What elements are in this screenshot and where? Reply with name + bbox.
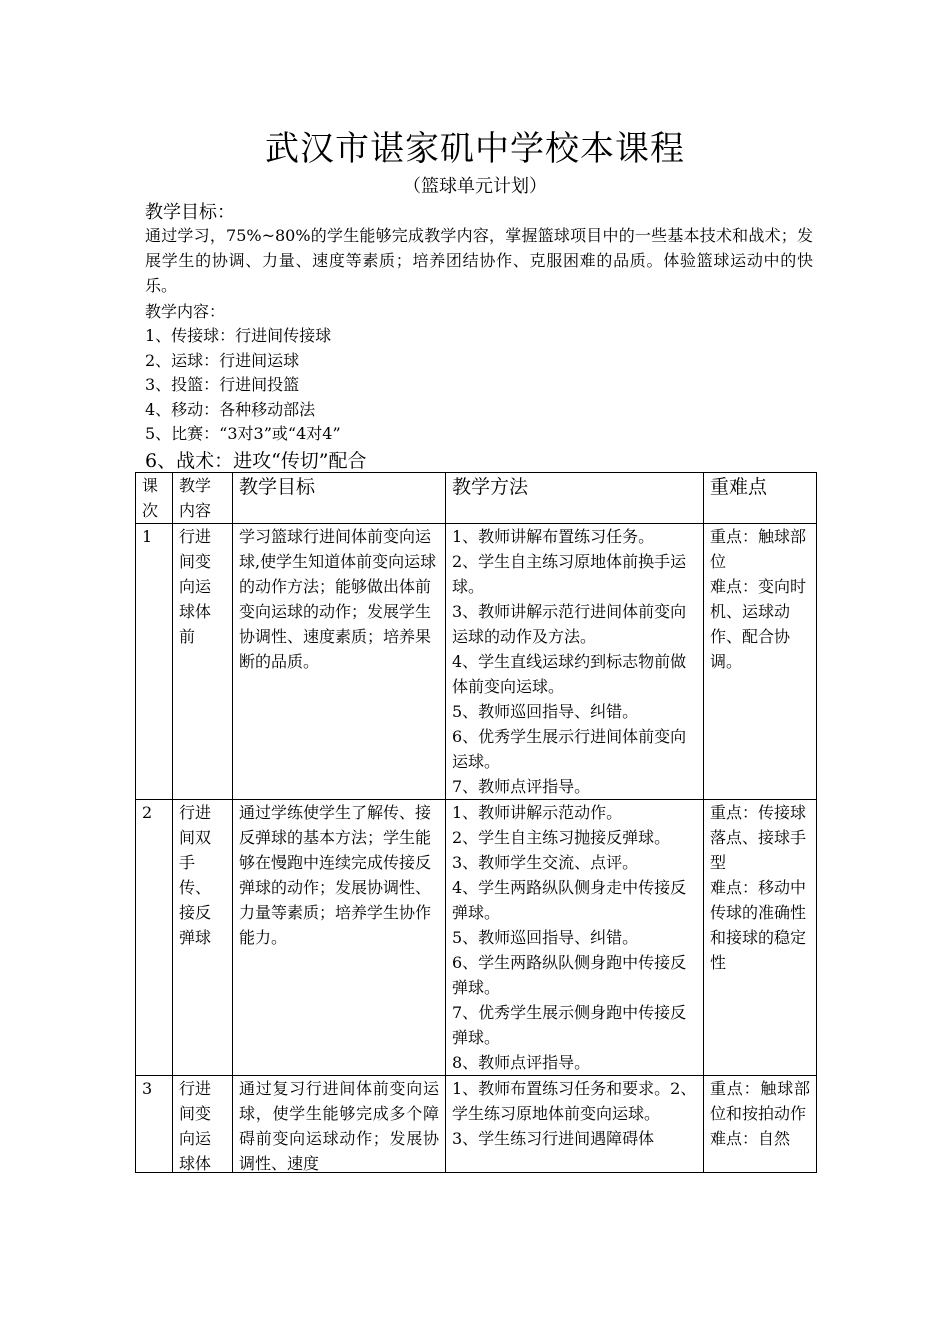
method-step: 7、教师点评指导。 xyxy=(452,777,591,796)
method-step: 1、教师布置练习任务和要求。2、学生练习原地体前变向运球。 xyxy=(452,1079,697,1123)
content-list xyxy=(145,324,813,475)
lesson-methods xyxy=(446,524,704,800)
lesson-content: 行进间变向运球体前 xyxy=(173,524,233,800)
lesson-content: 行进间双手传、接反弹球 xyxy=(173,800,233,1076)
page-subtitle: （篮球单元计划） xyxy=(403,176,547,197)
header-objective: 教学目标 xyxy=(233,473,446,524)
method-step: 7、优秀学生展示侧身跑中传接反弹球。 xyxy=(452,1003,687,1047)
difficulty: 难点：移动中传球的准确性和接球的稳定性 xyxy=(710,878,807,972)
header-key-points: 重难点 xyxy=(704,473,817,524)
content-item: 3、投篮：行进间投篮 xyxy=(145,375,300,395)
content-item: 4、移动：各种移动部法 xyxy=(145,399,316,419)
lesson-number xyxy=(136,1076,173,1173)
table-row xyxy=(136,1076,817,1173)
difficulty: 难点：自然 xyxy=(710,1129,791,1148)
difficulty: 难点：变向时机、运球动作、配合协调。 xyxy=(710,577,807,671)
objectives-text: 通过学习，75%~80%的学生能够完成教学内容，掌握篮球项目中的一些基本技术和战术；发展学生的协调、力量、速度等素质；培养团结协作、克服困难的品质。体验篮球运动中的快乐。 xyxy=(145,226,813,295)
key-point: 重点：触球部位和按拍动作 xyxy=(710,1079,810,1123)
lesson-key-points xyxy=(704,800,817,1076)
lesson-key-points xyxy=(704,524,817,800)
method-step: 3、教师学生交流、点评。 xyxy=(452,853,639,872)
table-row xyxy=(136,524,817,800)
content-item: 2、运球：行进间运球 xyxy=(145,350,300,370)
method-step: 3、学生练习行进间遇障碍体 xyxy=(452,1129,655,1148)
method-step: 1、教师讲解布置练习任务。 xyxy=(452,527,655,546)
lesson-key-points xyxy=(704,1076,817,1173)
key-point: 重点：传接球落点、接球手型 xyxy=(710,803,807,872)
lesson-objective: 通过学练使学生了解传、接反弹球的基本方法；学生能够在慢跑中连续完成传接反弹球的动作；发展协调性、力量等素质；培养学生协作能力。 xyxy=(233,800,446,1076)
key-point: 重点：触球部位 xyxy=(710,527,807,571)
method-step: 5、教师巡回指导、纠错。 xyxy=(452,928,639,947)
page-title: 武汉市谌家矶中学校本课程 xyxy=(265,129,685,169)
content-item: 6、战术：进攻“传切”配合 xyxy=(145,449,367,472)
lesson-number: 1 xyxy=(136,524,173,800)
lesson-objective-text: 通过复习行进间体前变向运球，使学生能够完成多个障碍前变向运球动作；发展协调性、速度 xyxy=(239,1079,439,1172)
method-step: 6、优秀学生展示行进间体前变向运球。 xyxy=(452,727,687,771)
lesson-methods-clip xyxy=(452,1076,697,1172)
lesson-content-text: 行进间变向运球体 xyxy=(179,1079,212,1172)
lesson-methods xyxy=(446,800,704,1076)
method-step: 5、教师巡回指导、纠错。 xyxy=(452,702,639,721)
method-step: 1、教师讲解示范动作。 xyxy=(452,803,623,822)
unit-plan-table xyxy=(135,472,817,1173)
lesson-key-clip xyxy=(710,1076,810,1172)
content-heading: 教学内容： xyxy=(145,302,226,321)
lesson-objective: 学习篮球行进间体前变向运球,使学生知道体前变向运球的动作方法；能够做出体前变向运球的动作；发展学生协调性、速度素质；培养果断的品质。 xyxy=(233,524,446,800)
header-lesson: 课次 xyxy=(136,473,173,524)
lesson-content xyxy=(173,1076,233,1173)
method-step: 4、学生两路纵队侧身走中传接反弹球。 xyxy=(452,878,687,922)
method-step: 2、学生自主练习原地体前换手运球。 xyxy=(452,552,687,596)
lesson-number-text: 3 xyxy=(142,1079,153,1098)
method-step: 2、学生自主练习抛接反弹球。 xyxy=(452,828,671,847)
content-item: 1、传接球：行进间传接球 xyxy=(145,326,332,345)
objectives-heading: 教学目标： xyxy=(145,202,235,223)
lesson-methods xyxy=(446,1076,704,1173)
method-step: 4、学生直线运球约到标志物前做体前变向运球。 xyxy=(452,652,687,696)
method-step: 6、学生两路纵队侧身跑中传接反弹球。 xyxy=(452,953,687,997)
method-step: 8、教师点评指导。 xyxy=(452,1053,591,1072)
header-method: 教学方法 xyxy=(446,473,704,524)
lesson-objective xyxy=(233,1076,446,1173)
content-item: 5、比赛：“3对3”或“4对4” xyxy=(145,424,341,444)
header-content: 教学内容 xyxy=(173,473,233,524)
lesson-number: 2 xyxy=(136,800,173,1076)
table-header-row xyxy=(136,473,817,524)
method-step: 3、教师讲解示范行进间体前变向运球的动作及方法。 xyxy=(452,602,687,646)
table-row xyxy=(136,800,817,1076)
